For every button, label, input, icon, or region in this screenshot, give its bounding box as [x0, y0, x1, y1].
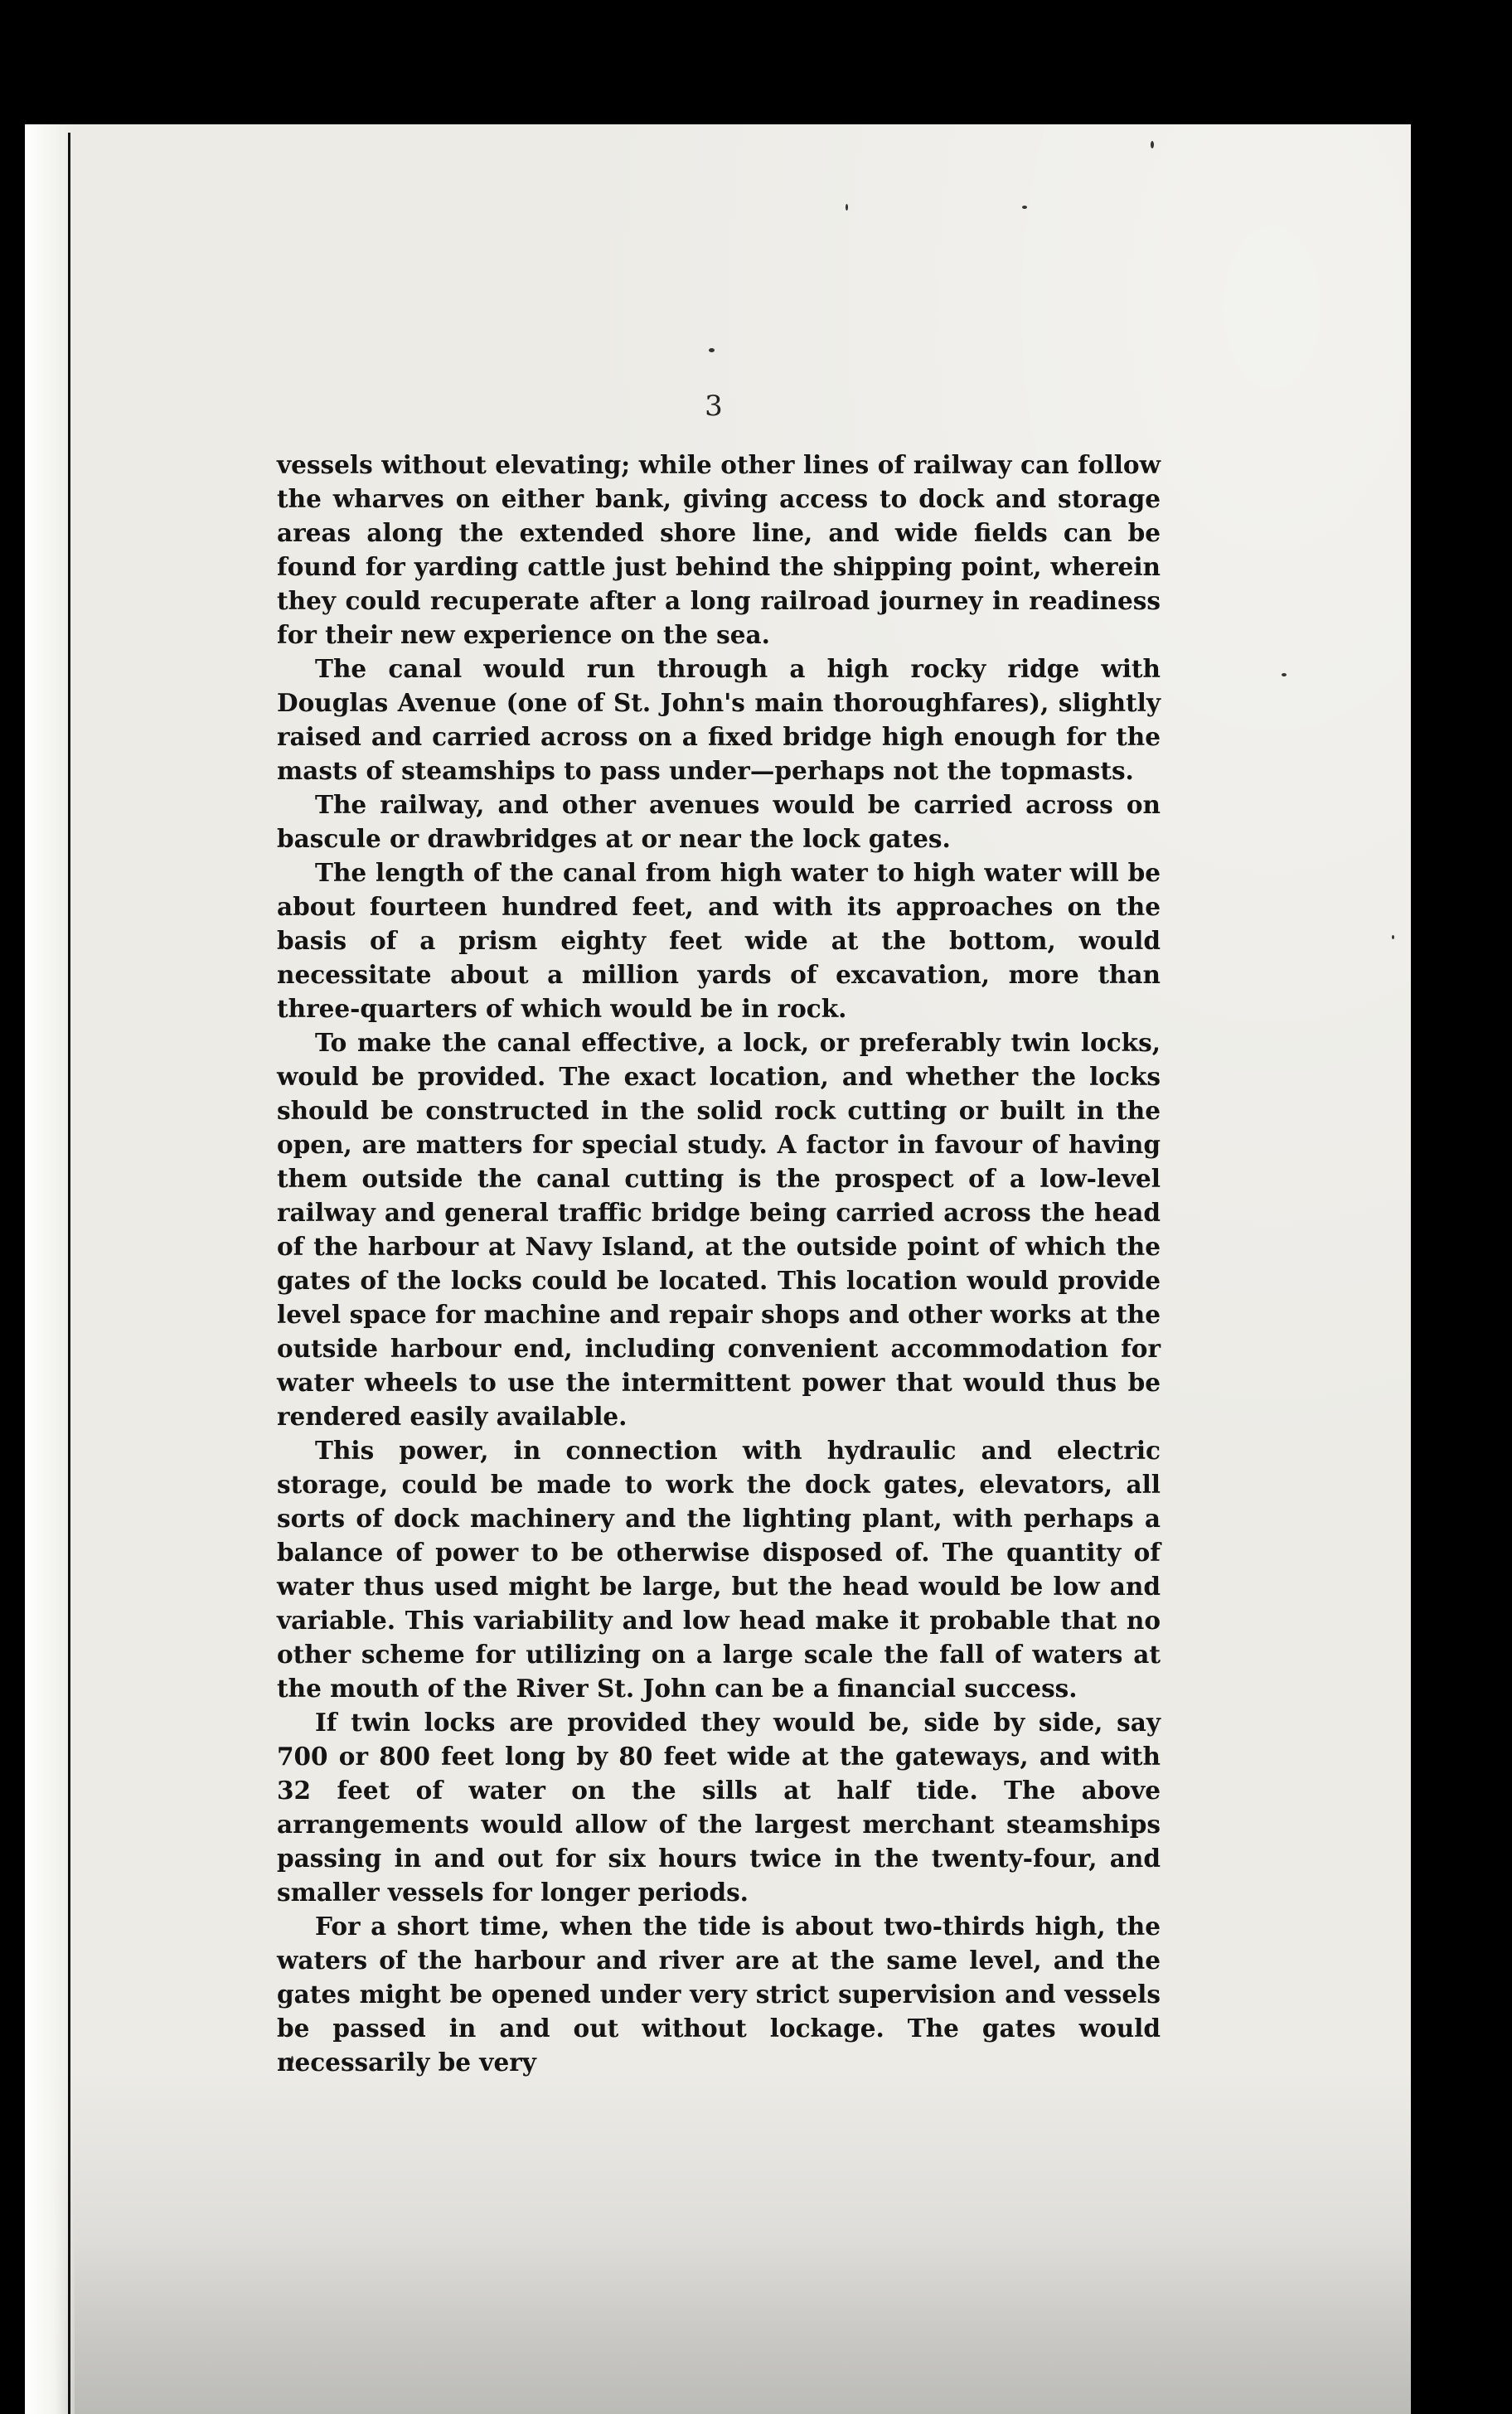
- scan-top-border: [0, 0, 1512, 124]
- scan-speck: [709, 348, 715, 352]
- page-number: 3: [705, 390, 723, 423]
- paragraph: To make the canal effective, a lock, or preferably twin locks, would be provided. The exact location, and whether the locks should be constructed in the solid rock cutting or built in the open, are matters for special study. A factor in favour of having them outside the canal cutting is the prospect of a low-level railway and general traffic bridge being carried across the head of the harbour at Navy Island, at the outside point of which the gates of the locks could be located. This location would provide level space for machine and repair shops and other works at the outside harbour end, including convenient accommodation for water wheels to use the intermittent power that would thus be rendered easily available.: [277, 1028, 1161, 1431]
- scan-speck: [1151, 141, 1154, 148]
- scan-speck: [1282, 673, 1287, 676]
- paragraph: For a short time, when the tide is about two-thirds high, the waters of the harbour and river are at the same level, and the gates might be opened under very strict supervision and vessels be passed in and out without lockage. The gates would necessarily be very: [277, 1912, 1161, 2077]
- scan-speck: [1022, 206, 1027, 209]
- paragraph: If twin locks are provided they would be, side by side, say 700 or 800 feet long by 80 feet wide at the gateways, and with 32 feet of water on the sills at half tide. The above arrangements would allow of the largest merchant steamships passing in and out for six hours twice in the twenty-four, and smaller vessels for longer periods.: [277, 1708, 1161, 1907]
- paragraph: The canal would run through a high rocky ridge with Douglas Avenue (one of St. John's main thoroughfares), slightly raised and carried across on a fixed bridge high enough for the masts of steamships to pass under—perhaps not the topmasts.: [277, 654, 1161, 785]
- document-body: [277, 448, 1161, 2079]
- scan-right-border: [1411, 124, 1512, 2414]
- paragraph: This power, in connection with hydraulic and electric storage, could be made to work the dock gates, elevators, all sorts of dock machinery and the lighting plant, with perhaps a balance of power to be otherwise disposed of. The quantity of water thus used might be large, but the head would be low and variable. This variability and low head make it probable that no other scheme for utilizing on a large scale the fall of waters at the mouth of the River St. John can be a financial success.: [277, 1436, 1161, 1703]
- page-bottom-shading: [75, 2238, 1411, 2414]
- scan-speck: [1392, 935, 1394, 939]
- paragraph: vessels without elevating; while other lines of railway can follow the wharves on either bank, giving access to dock and storage areas along the extended shore line, and wide fields can be found for yarding cattle just behind the shipping point, wherein they could recuperate after a long railroad journey in readiness for their new experience on the sea.: [277, 450, 1161, 649]
- binding-gutter-line: [68, 133, 70, 2414]
- scan-speck: [846, 204, 848, 211]
- paragraph: The length of the canal from high water to high water will be about fourteen hundred feet, and with its approaches on the basis of a prism eighty feet wide at the bottom, would necessitate about a million yards of excavation, more than three-quarters of which would be in rock.: [277, 858, 1161, 1023]
- page-left-margin: [25, 124, 75, 2414]
- paragraph: The railway, and other avenues would be carried across on bascule or drawbridges at or near the lock gates.: [277, 790, 1161, 853]
